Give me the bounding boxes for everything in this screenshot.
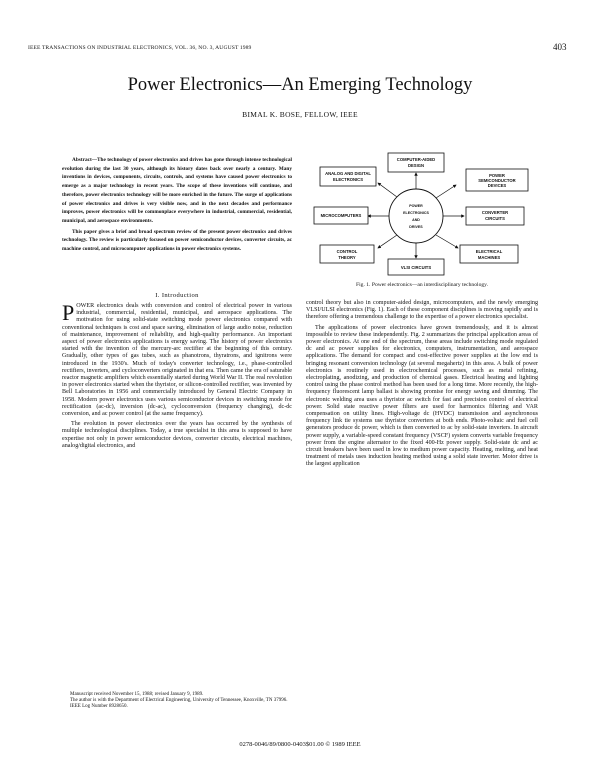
box-label: DEVICES [487,183,507,188]
box-label: CONTROL [336,249,358,254]
figure-caption: Fig. 1. Power electronics—an interdisciplinary technology. [356,282,488,288]
box-label: SEMICONDUCTOR [478,178,516,183]
box-label: ELECTRICAL [475,249,503,254]
section-heading: I. Introduction [155,292,199,299]
abstract [62,156,292,256]
copyright-footer: 0278-0046/89/0800-0403$01.00 © 1989 IEEE [239,741,361,748]
box-label: ANALOG AND DIGITAL [325,171,371,176]
running-header: IEEE TRANSACTIONS ON INDUSTRIAL ELECTRONICS, VOL. 36, NO. 3, AUGUST 1989 [28,45,252,51]
box-label: COMPUTER-AIDED [396,157,436,162]
box-label: ELECTRONICS [332,177,364,182]
box-label: MICROCOMPUTERS [320,213,362,218]
drop-cap: P [62,300,75,325]
body-paragraph [62,300,292,418]
box-label: CONVERTER [481,210,509,215]
body-paragraph: The evolution in power electronics over the years has occurred by the synthesis of multiple technological disciplines. Today, a true specialist in this area is supposed to have expertise not only in power semiconductor devices, converter circuits, electrical machines, analog/digital electronics, and [62,421,292,449]
abstract-paragraph: Abstract—The technology of power electronics and drives has gone through intense technological evolution during the last 30 years, although its history dates back over nearly a century. Many inventions in devices, components, circuits, controls, and systems have caused power electronics to emerge as a major technology in recent years. The scope of these inventions will continue, and therefore, power electronics technology will be more enriched in the future. The surge of applications of power electronics and drives is very visible now, and in the next decades and performance improves, power electronics will be commonplace everywhere in industrial, commercial, residential, municipal, and aerospace environments. [62,157,292,224]
box-machines [460,245,518,263]
footnote: Manuscript received November 15, 1988; revised January 9, 1989. [70,692,204,697]
right-column [306,300,538,472]
box-label: THEORY [338,255,356,260]
footnote: IEEE Log Number 8928650. [70,704,128,710]
center-circle [389,189,443,243]
center-label: AND [412,218,420,222]
page-number: 403 [553,42,567,52]
paragraph-text: OWER electronics deals with conversion and control of electrical power in various industrial, commercial, residential, municipal, and aerospace applications. The motivation for using solid-state switching mode power electronics compared with conventional techniques is cost and space saving, elimination of large audio noise, reduction of maintenance, improvement of reliability, and high-quality performance. An important aspect of power electronics applications is energy saving. The history of power electronics started with the invention of the mercury-arc rectifier at the beginning of this century. Gradually, other types of gas tubes, such as phanotrons, thyratrons, and ignitrons were introduced in the 1930's. Much of today's converter technology, i.e., phase-controlled rectifiers, inverters, and cycloconverters originated in that era. Then came the era of saturable reactor magnetic amplifiers which essentially started during World War II. The real revolution in power electronics started when the thyristor, or silicon-controlled rectifier, was invented by Bell Laboratories in 1956 and commercially introduced by General Electric Company in 1958. Modern power electronics uses various semiconductor devices in switching mode for rectification (ac-dc), inversion (dc-ac), cycloconversion (frequency changing), dc-dc conversion, and ac power control (at the same frequency). [62,303,292,418]
footnotes [62,692,292,711]
body-paragraph: The applications of power electronics have grown tremendously, and it is almost impossible to review these independently. Fig. 2 summarizes the principal application areas of power electronics. At one end of the spectrum, these areas include switching mode regulated dc and ac power supplies for electronics, computers, instrumentation, and aerospace applications. The demand for compact and cost-effective power supplies at the low end is bringing resonant conversion technology (at several megahertz) in this area. A bulk of power electronics is routinely used in electrochemical processes, such as metal refining, electroplating, anodizing, and production of chemical gases. Electrical heating and lighting control using the phase control method has been used for a long time. More recently, the high-frequency fluorescent lamp ballast is showing promise for energy saving and dimming. The electronic welding area uses a thyristor ac switch for fast and precision control of electrical power. Solid state reactive power filters are used for harmonics filtering and VAR compensation on utility lines. High-voltage dc (HVDC) transmission and asynchronous frequency link tie systems use thyristor converters at both ends. Photo-voltaic and fuel cell generators produce dc power, which is then converted to ac by solid-state inverters. In aircraft power supply, a variable-speed constant frequency (VSCF) system converts variable frequency power from the engine alternator to the fixed 400-Hz power supply. Solid-state dc and ac circuit breakers have been used in low to medium power capacity. Heating, melting, and heat treatment of metals uses induction heating method using a solid state inverter. Motor drive is the largest application [306,324,538,468]
figure-1-diagram [306,147,538,282]
box-control [320,245,374,263]
box-label: DESIGN [407,163,425,168]
center-label: DRIVES [409,225,423,229]
paper-title: Power Electronics—An Emerging Technology [127,75,473,95]
center-label: POWER [409,204,423,208]
box-label: POWER [489,173,505,178]
center-label: ELECTRONICS [403,211,429,215]
abstract-paragraph: This paper gives a brief and broad spectrum review of the present power electronics and drives technology. The review is particularly focused on power semiconductor devices, converter circuits, ac machine control, and microcomputer applications in power electronics systems. [62,228,292,253]
footnote: The author is with the Department of Electrical Engineering, University of Tennessee, Knoxville, TN 37996. [70,698,288,704]
connector-arrows [368,173,464,258]
box-label: VLSI CIRCUITS [400,265,432,270]
author-line: BIMAL K. BOSE, FELLOW, IEEE [242,110,358,119]
left-column [62,300,292,453]
box-label: CIRCUITS [485,216,505,221]
body-paragraph: control theory but also in computer-aided design, microcomputers, and the newly emerging VLSI/ULSI electronics (Fig. 1). Each of these component disciplines is moving rapidly and is therefore offering a tremendous challenge to the expertise of a power electronics specialist. [306,300,538,321]
box-label: MACHINES [477,255,501,260]
